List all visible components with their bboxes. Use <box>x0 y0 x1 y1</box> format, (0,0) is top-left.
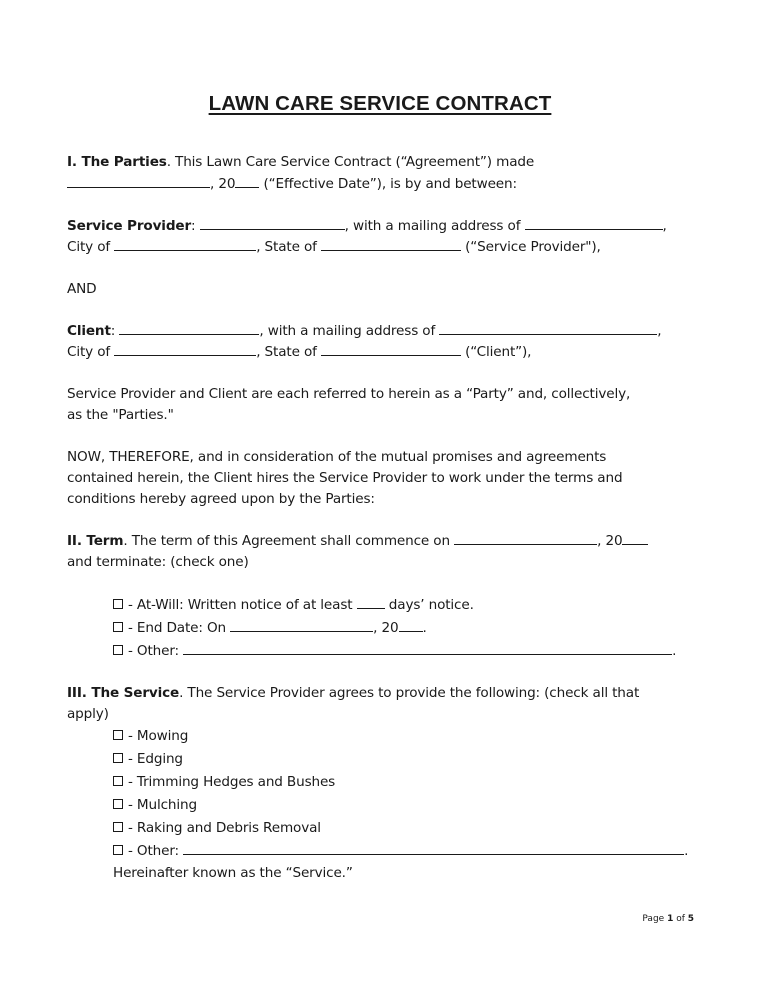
party-def-line-2: as the "Parties." <box>67 407 174 423</box>
service-heading: III. The Service <box>67 685 180 701</box>
trimming-checkbox[interactable] <box>113 776 123 786</box>
client-address-text: , with a mailing address of <box>259 323 440 339</box>
parties-line-2 <box>67 175 517 193</box>
provider-city-label: City of <box>67 239 115 255</box>
edging-checkbox[interactable] <box>113 753 123 763</box>
provider-colon: : <box>191 218 196 234</box>
service-known-as: Hereinafter known as the “Service.” <box>113 865 353 881</box>
service-line-1-text: . The Service Provider agrees to provide the following: (check all that <box>179 685 640 701</box>
service-item-mowing <box>113 727 188 745</box>
term-heading: II. Term <box>67 533 124 549</box>
client-comma: , <box>657 323 662 339</box>
at-will-end: days’ notice. <box>384 597 474 613</box>
end-date-year-prefix: , 20 <box>373 620 399 636</box>
raking-checkbox[interactable] <box>113 822 123 832</box>
client-colon: : <box>110 323 116 339</box>
term-option-end-date <box>113 619 427 637</box>
parties-line-2-end: (“Effective Date”), is by and between: <box>259 176 517 192</box>
term-line-1 <box>67 532 648 550</box>
effective-year-blank[interactable] <box>235 175 259 188</box>
end-date-period: . <box>422 620 427 636</box>
provider-role: (“Service Provider"), <box>460 239 601 255</box>
notice-days-blank[interactable] <box>357 596 385 609</box>
end-date-text: - End Date: On <box>128 620 231 636</box>
term-other-checkbox[interactable] <box>113 645 123 655</box>
client-city-blank[interactable] <box>114 343 256 356</box>
page-current: 1 <box>667 914 674 924</box>
whereas-line-2: contained herein, the Client hires the Service Provider to work under the terms and <box>67 470 623 486</box>
client-label: Client <box>67 323 111 339</box>
service-other-end: . <box>684 843 689 859</box>
provider-state-blank[interactable] <box>321 238 461 251</box>
service-other-checkbox[interactable] <box>113 845 123 855</box>
parties-heading: I. The Parties <box>67 154 167 170</box>
raking-label: - Raking and Debris Removal <box>128 820 321 836</box>
provider-address-text: , with a mailing address of <box>344 218 525 234</box>
client-state-label: , State of <box>256 344 321 360</box>
whereas-line-1: NOW, THEREFORE, and in consideration of the mutual promises and agreements <box>67 449 607 465</box>
term-other-blank[interactable] <box>183 642 672 655</box>
party-def-line-1: Service Provider and Client are each referred to herein as a “Party” and, collectively, <box>67 386 631 402</box>
term-start-year-blank[interactable] <box>622 532 648 545</box>
term-option-other <box>113 642 676 660</box>
parties-year-prefix: , 20 <box>210 176 236 192</box>
term-other-end: . <box>672 643 677 659</box>
client-line-1 <box>67 322 661 340</box>
parties-line-1 <box>67 153 534 171</box>
effective-date-blank[interactable] <box>67 175 210 188</box>
service-item-other <box>113 842 688 860</box>
page-label: Page <box>642 914 668 924</box>
provider-line-2 <box>67 238 601 256</box>
end-date-blank[interactable] <box>230 619 373 632</box>
at-will-text: - At-Will: Written notice of at least <box>128 597 357 613</box>
provider-state-label: , State of <box>256 239 321 255</box>
page-number <box>600 914 694 924</box>
service-item-raking <box>113 819 321 837</box>
provider-name-blank[interactable] <box>200 217 345 230</box>
service-other-text: - Other: <box>128 843 184 859</box>
provider-comma: , <box>662 218 667 234</box>
service-item-edging <box>113 750 183 768</box>
page-of-label: of <box>673 914 688 924</box>
parties-line-1-text: . This Lawn Care Service Contract (“Agreement”) made <box>166 154 535 170</box>
term-line-2: and terminate: (check one) <box>67 554 249 570</box>
service-item-trimming <box>113 773 335 791</box>
trimming-label: - Trimming Hedges and Bushes <box>128 774 336 790</box>
client-address-blank[interactable] <box>439 322 657 335</box>
term-line-1-text: . The term of this Agreement shall commence on <box>123 533 455 549</box>
edging-label: - Edging <box>128 751 183 767</box>
end-date-checkbox[interactable] <box>113 622 123 632</box>
service-line-2: apply) <box>67 706 109 722</box>
provider-label: Service Provider <box>67 218 192 234</box>
term-year-prefix: , 20 <box>597 533 623 549</box>
document-title: LAWN CARE SERVICE CONTRACT <box>208 92 552 115</box>
mulching-label: - Mulching <box>128 797 197 813</box>
client-role: (“Client”), <box>460 344 532 360</box>
at-will-checkbox[interactable] <box>113 599 123 609</box>
client-state-blank[interactable] <box>321 343 461 356</box>
provider-city-blank[interactable] <box>114 238 256 251</box>
page-total: 5 <box>687 914 694 924</box>
client-name-blank[interactable] <box>119 322 259 335</box>
client-line-2 <box>67 343 531 361</box>
mowing-label: - Mowing <box>128 728 189 744</box>
provider-line-1 <box>67 217 667 235</box>
provider-address-blank[interactable] <box>525 217 663 230</box>
mowing-checkbox[interactable] <box>113 730 123 740</box>
service-other-blank[interactable] <box>183 842 684 855</box>
client-city-label: City of <box>67 344 115 360</box>
term-start-date-blank[interactable] <box>454 532 597 545</box>
end-date-year-blank[interactable] <box>399 619 423 632</box>
service-line-1 <box>67 684 639 702</box>
term-option-at-will <box>113 596 474 614</box>
service-item-mulching <box>113 796 197 814</box>
whereas-line-3: conditions hereby agreed upon by the Parties: <box>67 491 375 507</box>
term-other-text: - Other: <box>128 643 184 659</box>
and-text: AND <box>67 281 97 297</box>
mulching-checkbox[interactable] <box>113 799 123 809</box>
